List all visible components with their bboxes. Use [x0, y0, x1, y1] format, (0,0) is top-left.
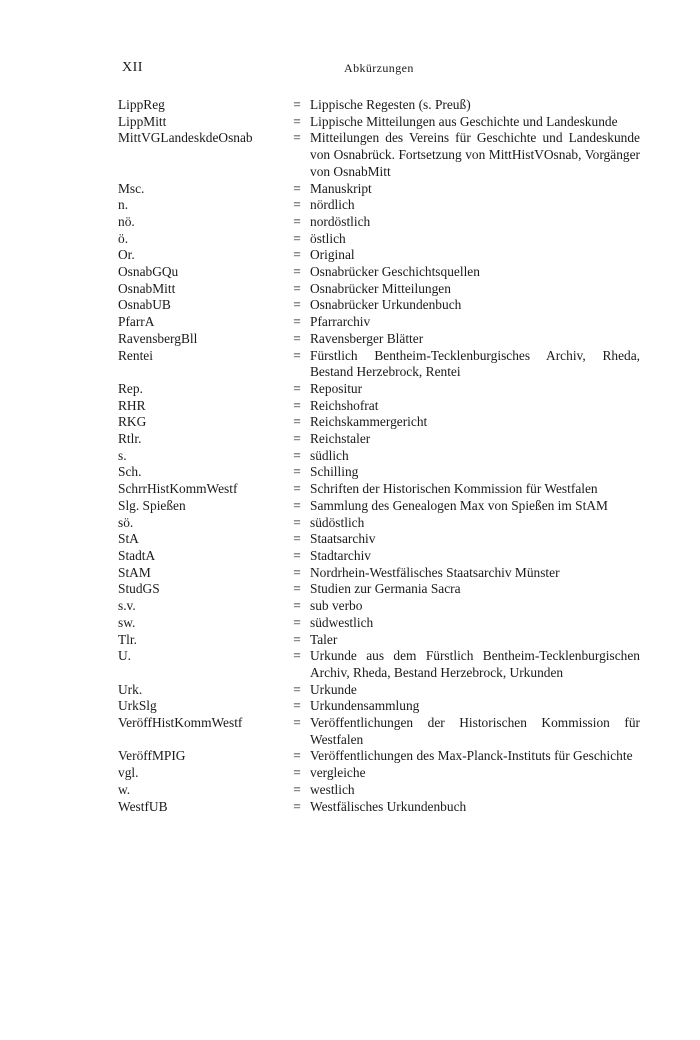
equals-sign: =: [293, 397, 301, 413]
abbreviation-entry: [118, 97, 638, 114]
abbreviation-entry: [118, 682, 638, 699]
page-header: [0, 60, 700, 80]
abbreviation: vgl.: [118, 765, 139, 781]
expansion: Osnabrücker Geschichtsquellen: [310, 264, 480, 280]
abbreviation: OsnabMitt: [118, 280, 176, 296]
abbreviation-entry: [118, 698, 638, 715]
abbreviation-entry: [118, 247, 638, 264]
expansion: Taler: [310, 631, 338, 647]
abbreviation-entry: [118, 381, 638, 398]
abbreviation: sw.: [118, 614, 136, 630]
equals-sign: =: [293, 531, 301, 547]
abbreviation: OsnabGQu: [118, 264, 179, 280]
equals-sign: =: [293, 681, 301, 697]
abbreviation-entry: [118, 297, 638, 314]
expansion: Stadtarchiv: [310, 547, 371, 563]
equals-sign: =: [293, 748, 301, 764]
abbreviation: StudGS: [118, 581, 160, 597]
abbreviation-entry: [118, 481, 638, 498]
abbreviation-entry: [118, 632, 638, 649]
equals-sign: =: [293, 447, 301, 463]
abbreviation-entry: [118, 331, 638, 348]
abbreviation: RKG: [118, 414, 147, 430]
equals-sign: =: [293, 330, 301, 346]
abbreviation-entry: [118, 414, 638, 431]
expansion: sub verbo: [310, 598, 363, 614]
abbreviation: StAM: [118, 564, 151, 580]
equals-sign: =: [293, 464, 301, 480]
expansion: Veröffentlichungen des Max-Planck-Instituts für Geschichte: [310, 748, 633, 764]
abbreviation-entry: [118, 548, 638, 565]
abbreviation: Rentei: [118, 347, 153, 363]
abbreviation: WestfUB: [118, 798, 168, 814]
abbreviation: s.: [118, 447, 127, 463]
abbreviation-entry: [118, 598, 638, 615]
equals-sign: =: [293, 431, 301, 447]
expansion: Osnabrücker Urkundenbuch: [310, 297, 462, 313]
abbreviation: VeröffHistKommWestf: [118, 715, 243, 731]
abbreviation-entry: [118, 114, 638, 131]
abbreviation-entry: [118, 281, 638, 298]
equals-sign: =: [293, 230, 301, 246]
equals-sign: =: [293, 197, 301, 213]
equals-sign: =: [293, 514, 301, 530]
expansion: Original: [310, 247, 355, 263]
expansion: südwestlich: [310, 614, 374, 630]
expansion: Schriften der Historischen Kommission für Westfalen: [310, 481, 598, 497]
expansion: Lippische Mitteilungen aus Geschichte und Landeskunde: [310, 113, 618, 129]
abbreviation: Slg. Spießen: [118, 497, 186, 513]
abbreviation: StadtA: [118, 547, 156, 563]
abbreviation-entry: [118, 748, 638, 765]
abbreviation-entry: [118, 515, 638, 532]
equals-sign: =: [293, 765, 301, 781]
abbreviation-entry: [118, 531, 638, 548]
expansion: vergleiche: [310, 765, 366, 781]
expansion: östlich: [310, 230, 346, 246]
abbreviation: RHR: [118, 397, 146, 413]
equals-sign: =: [293, 614, 301, 630]
abbreviation-entry: [118, 398, 638, 415]
abbreviation: UrkSlg: [118, 698, 157, 714]
abbreviation: RavensbergBll: [118, 330, 198, 346]
equals-sign: =: [293, 180, 301, 196]
expansion: Repositur: [310, 380, 363, 396]
expansion: Studien zur Germania Sacra: [310, 581, 461, 597]
abbreviation-entry: [118, 799, 638, 816]
expansion: Urkunde: [310, 681, 357, 697]
abbreviation: PfarrA: [118, 314, 155, 330]
equals-sign: =: [293, 297, 301, 313]
expansion: Pfarrarchiv: [310, 314, 371, 330]
expansion: nördlich: [310, 197, 355, 213]
abbreviation: LippMitt: [118, 113, 167, 129]
equals-sign: =: [293, 414, 301, 430]
abbreviation-entry: [118, 231, 638, 248]
abbreviation: Sch.: [118, 464, 142, 480]
abbreviation-entry: [118, 498, 638, 515]
abbreviation-entry: [118, 197, 638, 214]
abbreviation: w.: [118, 781, 131, 797]
expansion: Sammlung des Genealogen Max von Spießen im StAM: [310, 497, 608, 513]
abbreviation-entry: [118, 464, 638, 481]
expansion: Lippische Regesten (s. Preuß): [310, 97, 471, 112]
expansion: Urkunde aus dem Fürstlich Bentheim-Tecklenburgischen Archiv, Rheda, Bestand Herzebrock, Urkunden: [310, 648, 640, 680]
expansion: Reichskammergericht: [310, 414, 428, 430]
expansion: Staatsarchiv: [310, 531, 376, 547]
equals-sign: =: [293, 213, 301, 229]
equals-sign: =: [293, 564, 301, 580]
page-number: XII: [122, 60, 143, 75]
equals-sign: =: [293, 481, 301, 497]
abbreviation: SchrrHistKommWestf: [118, 481, 238, 497]
abbreviation: ö.: [118, 230, 129, 246]
abbreviation: Msc.: [118, 180, 145, 196]
expansion: südöstlich: [310, 514, 365, 530]
equals-sign: =: [293, 247, 301, 263]
abbreviation-entry: [118, 448, 638, 465]
equals-sign: =: [293, 581, 301, 597]
equals-sign: =: [293, 631, 301, 647]
abbreviation-entry: [118, 214, 638, 231]
equals-sign: =: [293, 547, 301, 563]
abbreviation: VeröffMPIG: [118, 748, 186, 764]
abbreviation: LippReg: [118, 97, 165, 112]
equals-sign: =: [293, 264, 301, 280]
expansion: Fürstlich Bentheim-Tecklenburgisches Archiv, Rheda, Bestand Herzebrock, Rentei: [310, 347, 640, 380]
abbreviation: OsnabUB: [118, 297, 171, 313]
abbreviation-entry: [118, 581, 638, 598]
abbreviation: StA: [118, 531, 139, 547]
expansion: Osnabrücker Mitteilungen: [310, 280, 451, 296]
abbreviation: MittVGLandeskdeOsnab: [118, 130, 253, 146]
equals-sign: =: [293, 798, 301, 814]
equals-sign: =: [293, 280, 301, 296]
expansion: Veröffentlichungen der Historischen Kommission für Westfalen: [310, 715, 640, 747]
abbreviation: U.: [118, 648, 132, 664]
abbreviation: Or.: [118, 247, 135, 263]
abbreviation: sö.: [118, 514, 134, 530]
abbreviation: Rtlr.: [118, 431, 142, 447]
abbreviation-entry: [118, 431, 638, 448]
equals-sign: =: [293, 113, 301, 129]
equals-sign: =: [293, 130, 301, 146]
expansion: westlich: [310, 781, 355, 797]
abbreviation-entry: [118, 782, 638, 799]
abbreviation-entry: [118, 348, 638, 381]
running-title: Abkürzungen: [344, 61, 414, 75]
abbreviation-entry: [118, 314, 638, 331]
expansion: Urkundensammlung: [310, 698, 420, 714]
equals-sign: =: [293, 347, 301, 363]
expansion: nordöstlich: [310, 213, 371, 229]
equals-sign: =: [293, 380, 301, 396]
equals-sign: =: [293, 497, 301, 513]
equals-sign: =: [293, 598, 301, 614]
expansion: Ravensberger Blätter: [310, 330, 424, 346]
abbreviation-entry: [118, 565, 638, 582]
abbreviation-entry: [118, 130, 638, 180]
abbreviation: n.: [118, 197, 129, 213]
expansion: Mitteilungen des Vereins für Geschichte und Landeskunde von Osnabrück. Fortsetzung von MittHistVOsnab, Vorgänger von OsnabMitt: [310, 130, 640, 179]
equals-sign: =: [293, 715, 301, 731]
abbreviation: nö.: [118, 213, 135, 229]
expansion: Manuskript: [310, 180, 372, 196]
abbreviation-entry: [118, 715, 638, 748]
abbreviation-list: [118, 97, 638, 815]
abbreviation-entry: [118, 264, 638, 281]
abbreviation-entry: [118, 765, 638, 782]
equals-sign: =: [293, 648, 301, 664]
equals-sign: =: [293, 698, 301, 714]
abbreviation-entry: [118, 181, 638, 198]
equals-sign: =: [293, 781, 301, 797]
expansion: Nordrhein-Westfälisches Staatsarchiv Münster: [310, 564, 560, 580]
equals-sign: =: [293, 314, 301, 330]
abbreviation: Rep.: [118, 380, 143, 396]
abbreviation: Tlr.: [118, 631, 137, 647]
expansion: Reichshofrat: [310, 397, 379, 413]
abbreviation: s.v.: [118, 598, 136, 614]
equals-sign: =: [293, 97, 301, 112]
abbreviation: Urk.: [118, 681, 143, 697]
abbreviation-entry: [118, 615, 638, 632]
expansion: Reichstaler: [310, 431, 371, 447]
expansion: Schilling: [310, 464, 359, 480]
expansion: südlich: [310, 447, 349, 463]
expansion: Westfälisches Urkundenbuch: [310, 798, 467, 814]
abbreviation-entry: [118, 648, 638, 681]
